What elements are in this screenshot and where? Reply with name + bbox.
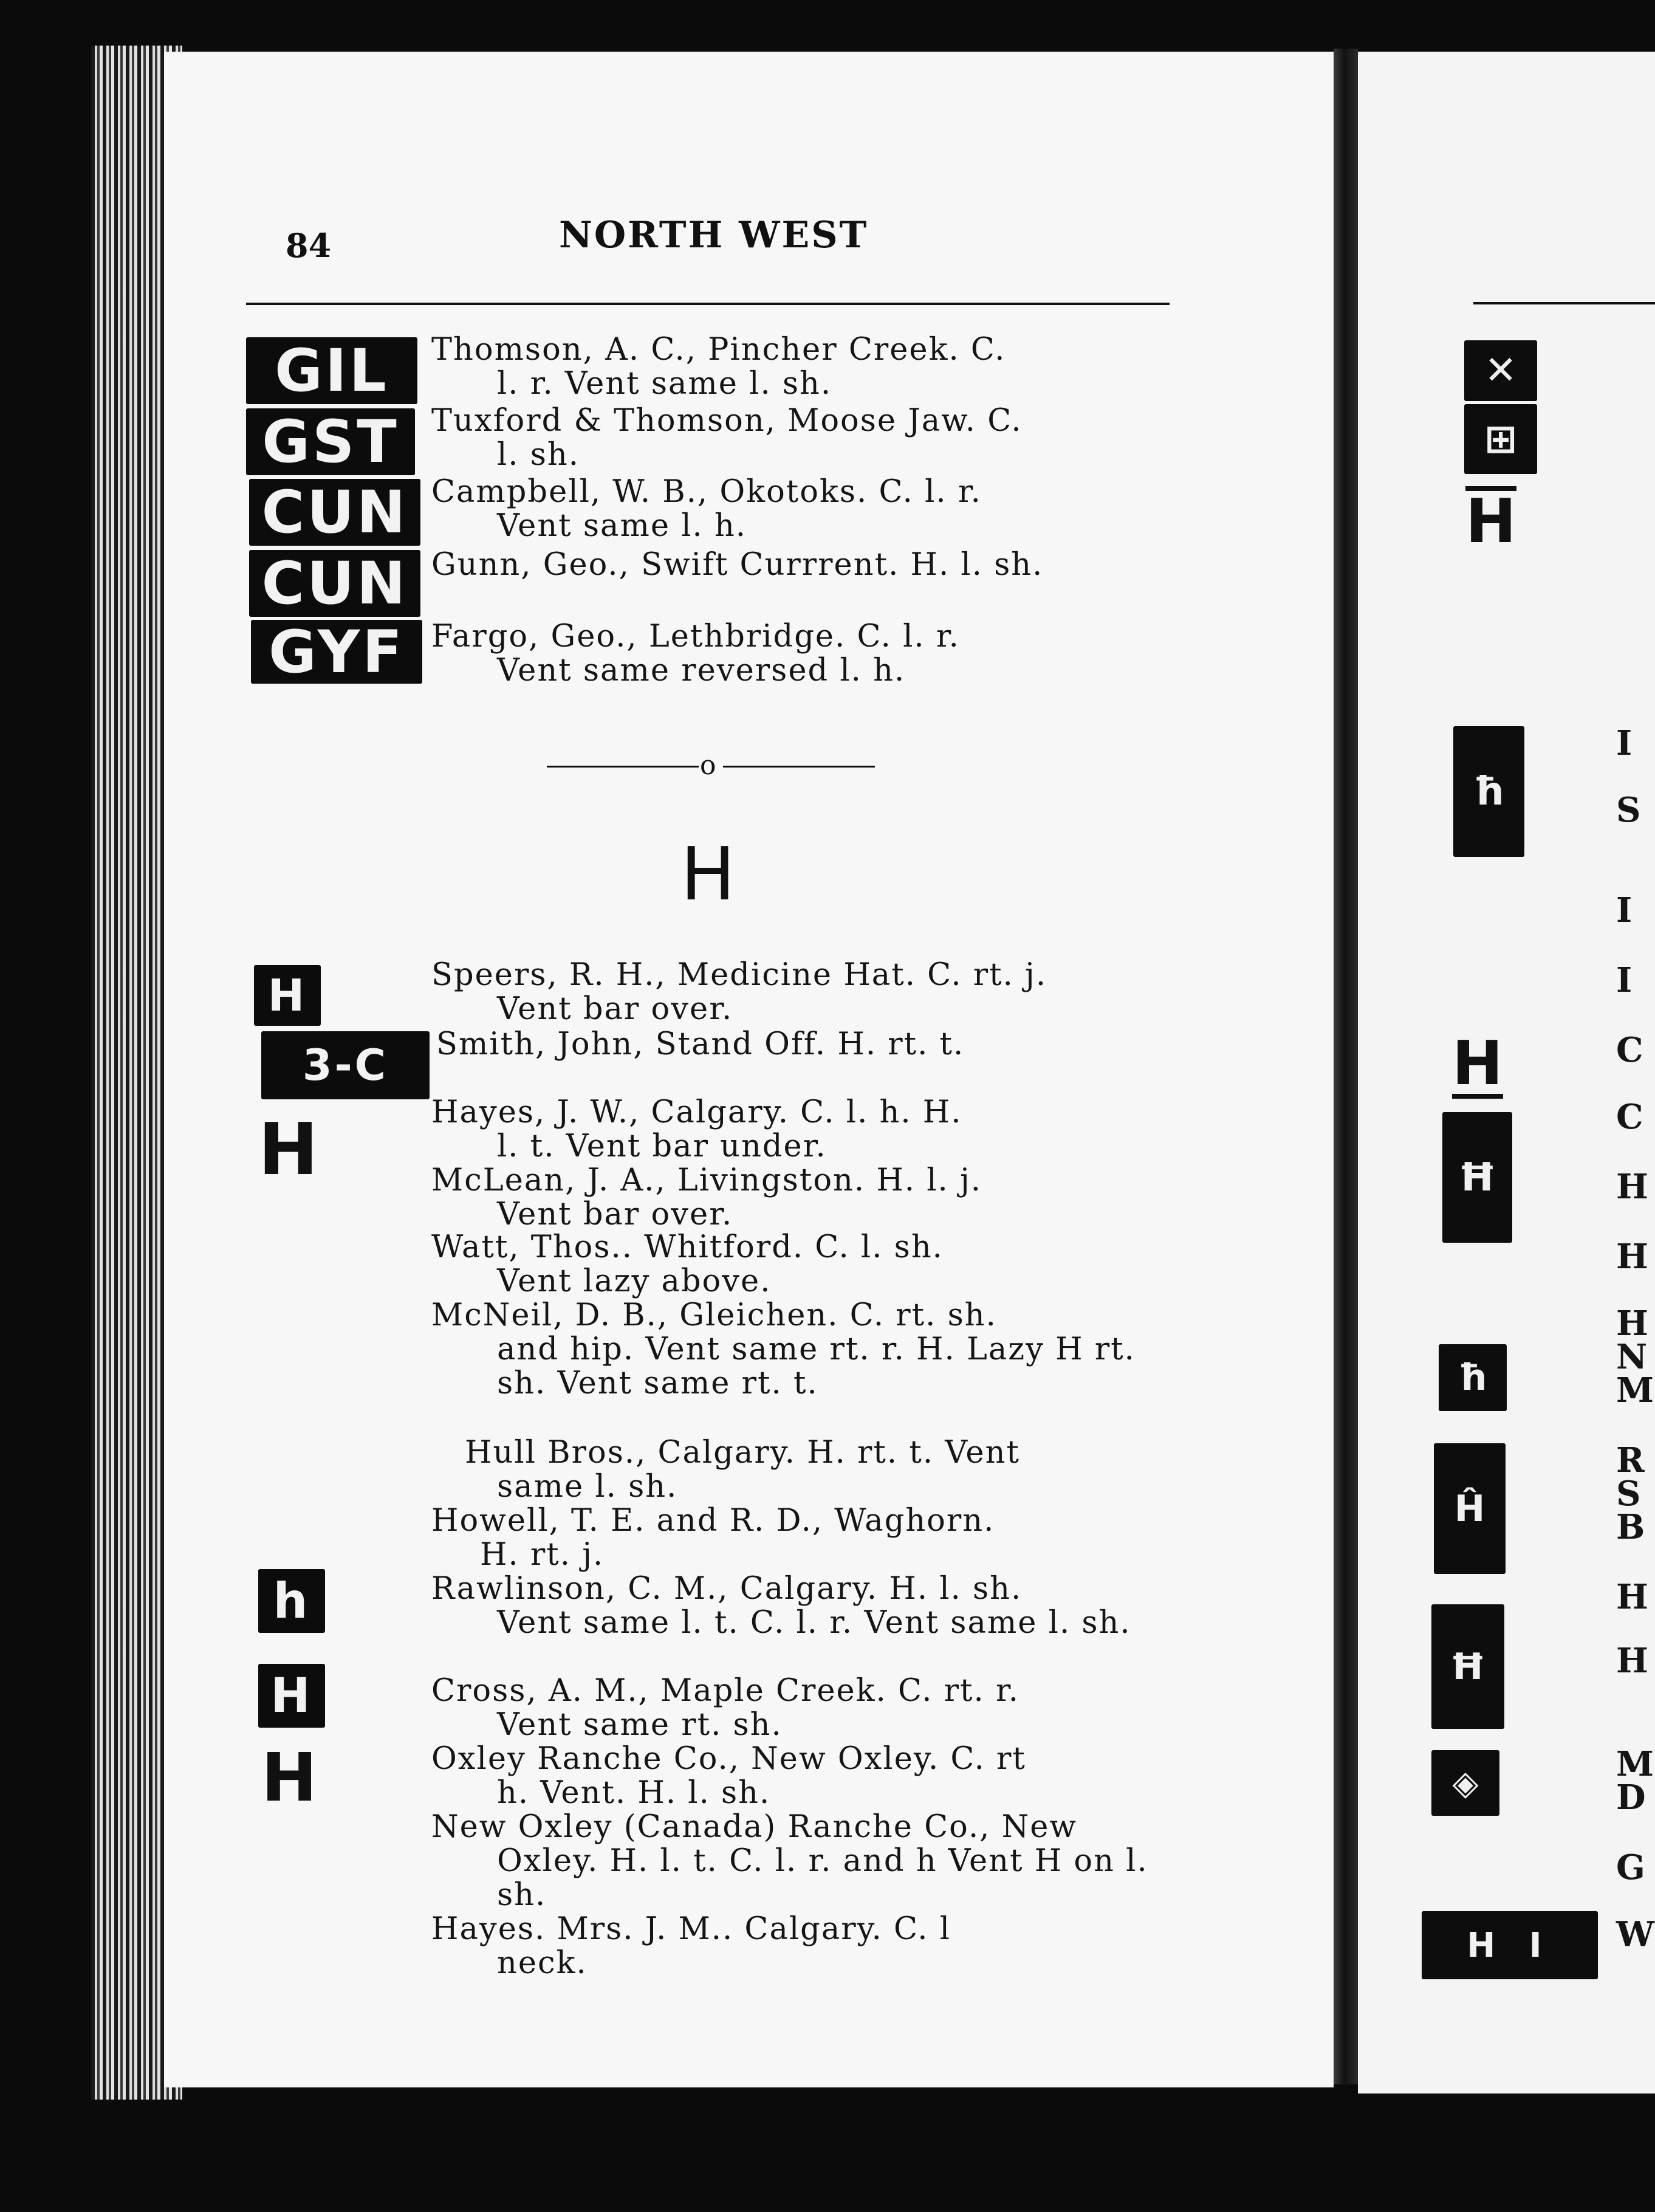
entry-tuxford xyxy=(431,404,1179,475)
divider-line-right xyxy=(723,766,875,768)
right-page-text: G xyxy=(1616,1847,1645,1887)
entry-cont: Oxley. H. l. t. C. l. r. and h Vent H on l. sh. xyxy=(497,1843,1148,1913)
right-brand-mark: ◈ xyxy=(1431,1750,1499,1816)
right-brand-mark: Ħ xyxy=(1442,1112,1512,1243)
entry-line: Cross, A. M., Maple Creek. C. rt. r. xyxy=(431,1673,1019,1709)
right-page-text: D xyxy=(1616,1777,1646,1818)
right-page-text: I xyxy=(1616,723,1633,763)
entry-line: Gunn, Geo., Swift Currrent. H. l. sh. xyxy=(431,547,1044,583)
header-rule xyxy=(246,303,1170,305)
brand-mark-h-box-2: H xyxy=(258,1664,325,1728)
entry-cont: neck. xyxy=(497,1945,588,1981)
entry-cont: Vent same l. t. C. l. r. Vent same l. sh. xyxy=(497,1605,1131,1641)
book-gutter xyxy=(1334,49,1358,2084)
brand-mark-h-box: H xyxy=(254,965,321,1026)
entry-mcneil xyxy=(431,1299,1179,1436)
section-heading: H xyxy=(680,833,736,917)
entry-line: Hull Bros., Calgary. H. rt. t. Vent xyxy=(465,1435,1020,1471)
section-divider xyxy=(547,750,878,781)
brand-mark-gyf: GYF xyxy=(251,620,422,684)
page-number: 84 xyxy=(286,226,332,265)
entry-line: Smith, John, Stand Off. H. rt. t. xyxy=(436,1026,965,1062)
entry-thomson xyxy=(431,333,1179,404)
entry-howell xyxy=(431,1504,1179,1572)
entry-line: Hayes. Mrs. J. M.. Calgary. C. l xyxy=(431,1911,951,1947)
entry-line: Watt, Thos.. Whitford. C. l. sh. xyxy=(431,1229,944,1265)
entry-line: Speers, R. H., Medicine Hat. C. rt. j. xyxy=(431,957,1047,993)
right-brand-mark-hi: H I xyxy=(1422,1911,1598,1979)
entry-cont: h. Vent. H. l. sh. xyxy=(497,1775,771,1811)
entry-campbell xyxy=(431,475,1179,548)
right-brand-mark: ħ xyxy=(1453,726,1524,857)
entry-cont: Vent same reversed l. h. xyxy=(497,653,906,689)
right-page-text: W xyxy=(1616,1914,1654,1954)
entry-cont: l. sh. xyxy=(497,437,580,473)
right-page-text: H xyxy=(1616,1167,1648,1207)
entry-line: Rawlinson, C. M., Calgary. H. l. sh. xyxy=(431,1571,1023,1607)
right-brand-mark: Ĥ xyxy=(1434,1443,1506,1574)
brand-mark-gil: GIL xyxy=(246,337,417,404)
right-page-text: I xyxy=(1616,890,1633,930)
brand-mark-lower-h: h xyxy=(258,1569,325,1633)
entry-cross xyxy=(431,1674,1179,1742)
right-page-rule xyxy=(1473,302,1655,304)
entry-line: McNeil, D. B., Gleichen. C. rt. sh. xyxy=(431,1297,997,1333)
entry-cont: and hip. Vent same rt. r. H. Lazy H rt. sh. Vent same rt. t. xyxy=(497,1331,1136,1401)
entry-cont: same l. sh. xyxy=(497,1469,678,1505)
right-brand-mark: ✕ xyxy=(1464,340,1537,401)
entry-oxley xyxy=(431,1742,1179,1810)
right-page-text: H xyxy=(1616,1641,1648,1681)
right-brand-mark-bar-h: H xyxy=(1465,486,1516,557)
entry-cont: Vent same l. h. xyxy=(497,508,747,544)
entry-cont: Vent same rt. sh. xyxy=(497,1707,783,1743)
right-page-text: R xyxy=(1616,1440,1645,1480)
entry-mclean xyxy=(431,1164,1179,1231)
entry-cont: Vent lazy above. xyxy=(497,1263,772,1299)
right-page-text: H xyxy=(1616,1304,1648,1344)
brand-mark-gst: GST xyxy=(246,408,415,475)
entry-line: Tuxford & Thomson, Moose Jaw. C. xyxy=(431,403,1023,439)
right-page-text: H xyxy=(1616,1237,1648,1277)
entry-cont: Vent bar over. xyxy=(497,991,733,1027)
right-page-text: S xyxy=(1616,790,1641,830)
entry-hayes-jw xyxy=(431,1096,1179,1164)
entry-cont: l. t. Vent bar under. xyxy=(497,1128,827,1164)
brand-mark-3c: 3-C xyxy=(261,1031,430,1099)
entry-hull xyxy=(431,1436,1179,1504)
running-title: NORTH WEST xyxy=(559,214,869,256)
entries-h xyxy=(431,958,1179,1980)
brand-mark-cun: CUN xyxy=(249,479,420,546)
right-page-text: C xyxy=(1616,1030,1643,1070)
right-page-text: M xyxy=(1616,1370,1654,1410)
entry-rawlinson xyxy=(431,1572,1179,1674)
right-page-text: C xyxy=(1616,1097,1643,1137)
right-page-text: H xyxy=(1616,1577,1648,1617)
entry-hayes-mrs xyxy=(431,1912,1179,1980)
right-brand-mark: Ħ xyxy=(1431,1604,1504,1729)
right-page-text: I xyxy=(1616,960,1633,1000)
right-page-text: B xyxy=(1616,1507,1645,1547)
entry-line: Howell, T. E. and R. D., Waghorn. xyxy=(431,1503,995,1539)
entry-line: Hayes, J. W., Calgary. C. l. h. H. xyxy=(431,1094,962,1130)
brand-mark-cun-2: CUN xyxy=(249,550,420,617)
right-page-text: M xyxy=(1616,1744,1654,1784)
right-brand-mark: ħ xyxy=(1439,1344,1507,1411)
entry-new-oxley xyxy=(431,1810,1179,1912)
entry-line: Fargo, Geo., Lethbridge. C. l. r. xyxy=(431,619,960,654)
right-page-text: N xyxy=(1616,1337,1648,1377)
entry-watt xyxy=(431,1231,1179,1299)
divider-ornament: o xyxy=(700,750,716,781)
entry-speers xyxy=(431,958,1179,1028)
entry-cont: H. rt. j. xyxy=(480,1537,605,1573)
right-brand-mark-h-bar: H xyxy=(1452,1028,1503,1099)
entry-line: McLean, J. A., Livingston. H. l. j. xyxy=(431,1163,982,1198)
entry-gunn xyxy=(431,548,1179,620)
entry-line: Oxley Ranche Co., New Oxley. C. rt xyxy=(431,1741,1026,1777)
brand-mark-h-plain: H xyxy=(258,1107,318,1191)
entry-line: Campbell, W. B., Okotoks. C. l. r. xyxy=(431,474,982,510)
right-page-text: S xyxy=(1616,1474,1641,1514)
entry-line: Thomson, A. C., Pincher Creek. C. xyxy=(431,332,1006,368)
brand-mark-h-bar: H xyxy=(261,1739,318,1816)
entry-fargo xyxy=(431,620,1179,688)
entry-smith xyxy=(431,1028,1179,1096)
entries-top xyxy=(431,333,1179,688)
right-brand-mark: ⊞ xyxy=(1464,404,1537,474)
divider-line-left xyxy=(547,766,699,768)
entry-cont: Vent bar over. xyxy=(497,1197,733,1232)
entry-cont: l. r. Vent same l. sh. xyxy=(497,366,832,402)
entry-line: New Oxley (Canada) Ranche Co., New xyxy=(431,1809,1078,1845)
